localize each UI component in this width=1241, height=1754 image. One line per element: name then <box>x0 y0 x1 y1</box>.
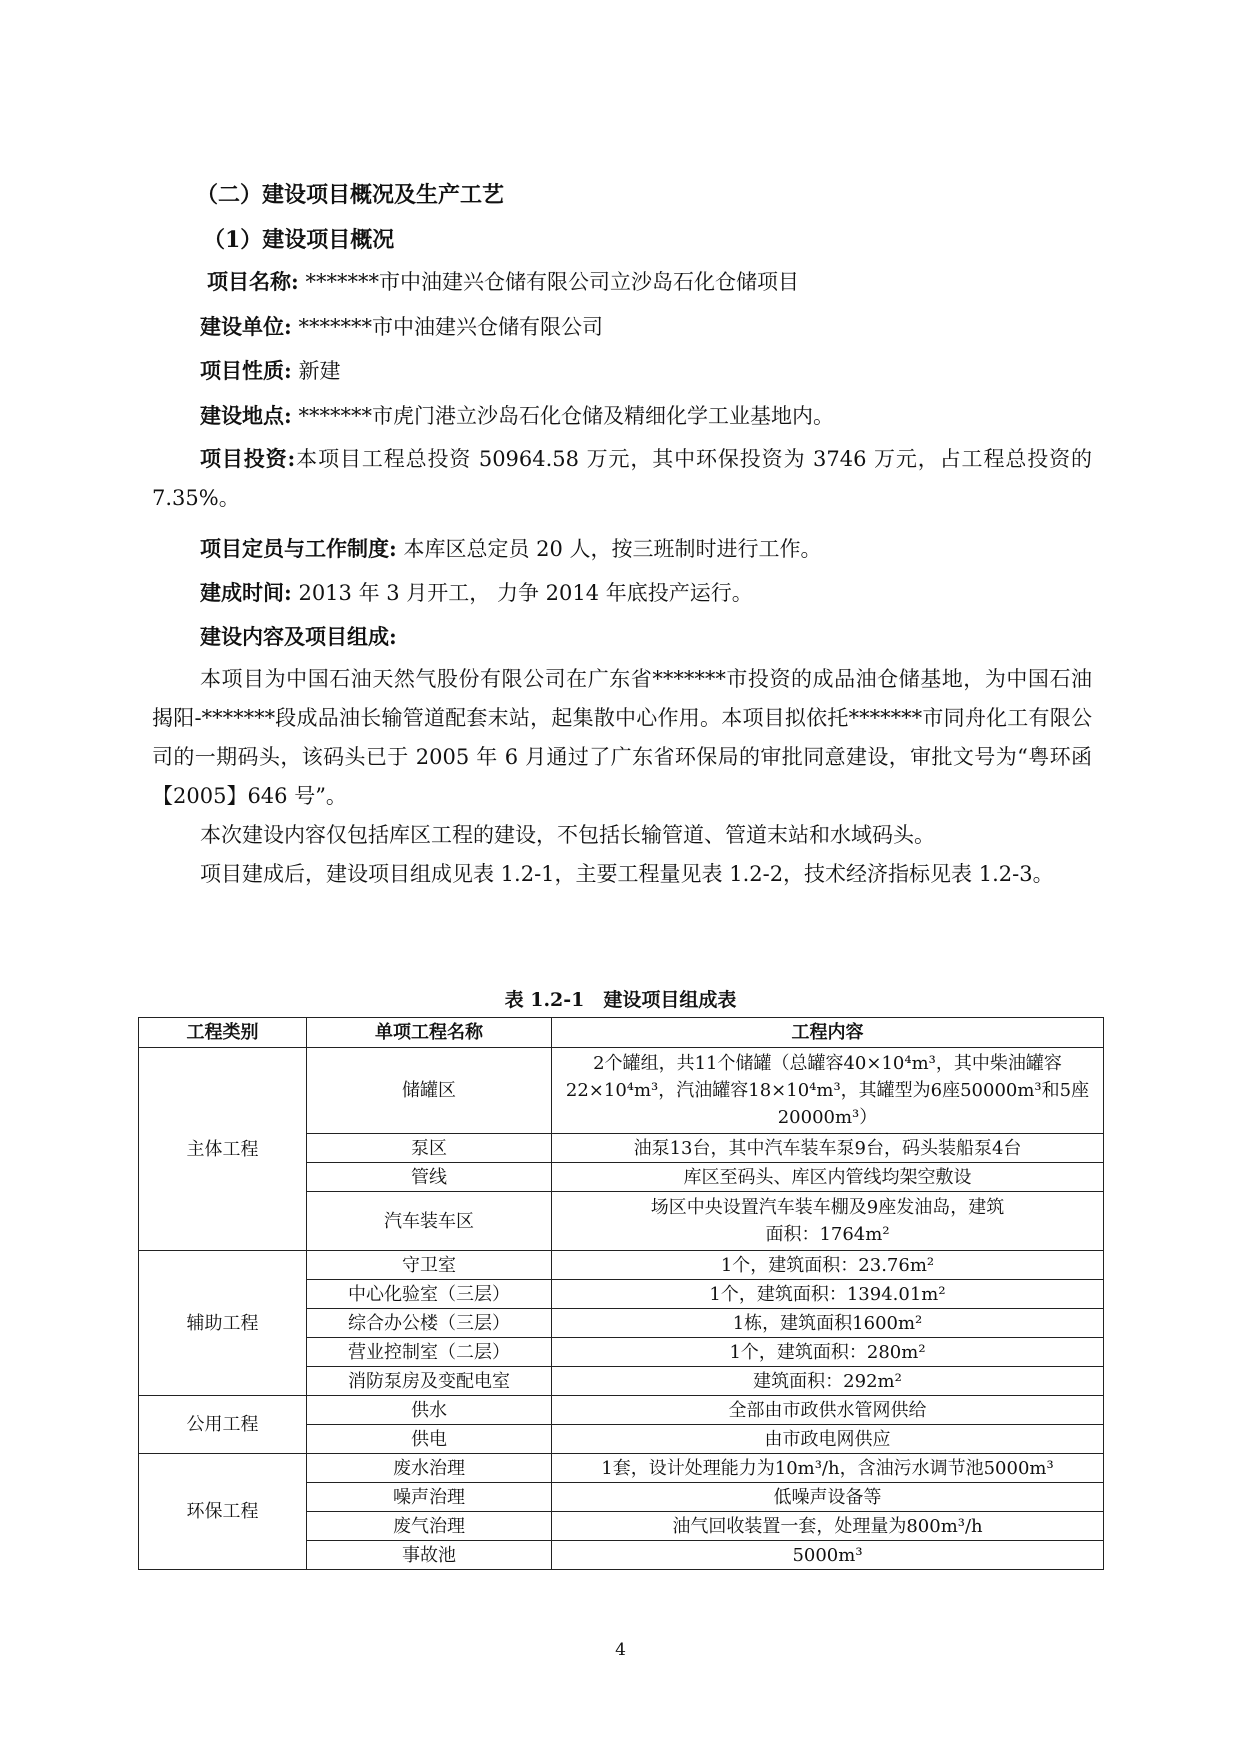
item-content-cell: 1栋，建筑面积1600m² <box>552 1309 1104 1338</box>
field-label: 项目定员与工作制度: <box>200 536 397 561</box>
item-content-cell: 低噪声设备等 <box>552 1483 1104 1512</box>
paragraph: 项目建成后，建设项目组成见表 1.2-1，主要工程量见表 1.2-2，技术经济指标见表 1.2-3。 <box>200 862 1054 886</box>
field-project-nature <box>200 355 340 385</box>
item-content-cell: 5000m³ <box>552 1541 1104 1570</box>
field-project-name <box>207 266 799 296</box>
field-label: 项目性质: <box>200 358 292 383</box>
item-content-cell: 建筑面积：292m² <box>552 1367 1104 1396</box>
section-title: （二）建设项目概况及生产工艺 <box>196 182 505 208</box>
item-name-cell: 中心化验室（三层） <box>307 1280 552 1309</box>
item-name-cell: 消防泵房及变配电室 <box>307 1367 552 1396</box>
category-cell: 辅助工程 <box>139 1251 307 1396</box>
category-cell: 主体工程 <box>139 1048 307 1251</box>
field-value: 本项目工程总投资 50964.58 万元，其中环保投资为 3746 万元，占工程总投资的 7.35%。 <box>152 447 1092 510</box>
field-value: *******市中油建兴仓储有限公司 <box>298 315 603 339</box>
field-location <box>200 400 834 430</box>
item-content-cell: 1个，建筑面积：23.76m² <box>552 1251 1104 1280</box>
table-header-row <box>139 1018 1104 1048</box>
paragraph: 本次建设内容仅包括库区工程的建设，不包括长输管道、管道末站和水域码头。 <box>200 823 935 847</box>
item-content-cell: 库区至码头、库区内管线均架空敷设 <box>552 1163 1104 1192</box>
field-label: 建设地点: <box>200 403 292 428</box>
item-name-cell: 废水治理 <box>307 1454 552 1483</box>
item-name-cell: 泵区 <box>307 1134 552 1163</box>
field-label: 项目名称: <box>207 269 299 294</box>
item-content-cell: 油气回收装置一套，处理量为800m³/h <box>552 1512 1104 1541</box>
category-cell: 环保工程 <box>139 1454 307 1570</box>
item-name-cell: 事故池 <box>307 1541 552 1570</box>
field-value: *******市虎门港立沙岛石化仓储及精细化学工业基地内。 <box>298 404 834 428</box>
subsection-title: （1）建设项目概况 <box>203 227 395 253</box>
item-name-cell: 汽车装车区 <box>307 1192 552 1251</box>
category-cell: 公用工程 <box>139 1396 307 1454</box>
column-header: 工程内容 <box>552 1018 1104 1048</box>
item-content-cell: 由市政电网供应 <box>552 1425 1104 1454</box>
item-name-cell: 综合办公楼（三层） <box>307 1309 552 1338</box>
field-label: 项目投资: <box>200 446 296 471</box>
field-staffing <box>200 533 822 563</box>
project-composition-table <box>138 1017 1104 1570</box>
table-caption: 表 1.2-1 建设项目组成表 <box>504 989 737 1011</box>
table-row <box>139 1048 1104 1134</box>
field-construction-unit <box>200 311 603 341</box>
item-content-cell: 油泵13台，其中汽车装车泵9台，码头装船泵4台 <box>552 1134 1104 1163</box>
field-value: 新建 <box>298 359 341 383</box>
page-number: 4 <box>615 1640 626 1660</box>
field-value: 本库区总定员 20 人，按三班制时进行工作。 <box>403 537 822 561</box>
item-name-cell: 营业控制室（二层） <box>307 1338 552 1367</box>
body-paragraphs <box>152 660 1092 894</box>
item-name-cell: 储罐区 <box>307 1048 552 1134</box>
item-content-cell: 场区中央设置汽车装车棚及9座发油岛，建筑面积：1764m² <box>552 1192 1104 1251</box>
field-value: *******市中油建兴仓储有限公司立沙岛石化仓储项目 <box>305 270 799 294</box>
column-header: 单项工程名称 <box>307 1018 552 1048</box>
table-row <box>139 1396 1104 1425</box>
investment-paragraph <box>152 439 1092 518</box>
item-name-cell: 供水 <box>307 1396 552 1425</box>
paragraph: 本项目为中国石油天然气股份有限公司在广东省*******市投资的成品油仓储基地，为中国石油揭阳-*******段成品油长输管道配套末站，起集散中心作用。本项目拟依托*******市同舟化工有限公司的一期码头，该码头已于 2005 年 6 月通过了广东省环保局的审批同意建设，审批文号为“粤环函【2005】646 号”。 <box>152 667 1092 808</box>
item-content-cell: 全部由市政供水管网供给 <box>552 1396 1104 1425</box>
table-row <box>139 1251 1104 1280</box>
field-label: 建设单位: <box>200 314 292 339</box>
item-name-cell: 守卫室 <box>307 1251 552 1280</box>
item-name-cell: 废气治理 <box>307 1512 552 1541</box>
item-name-cell: 供电 <box>307 1425 552 1454</box>
item-content-cell: 1套，设计处理能力为10m³/h，含油污水调节池5000m³ <box>552 1454 1104 1483</box>
field-label: 建成时间: <box>200 580 292 605</box>
field-schedule <box>200 577 753 607</box>
item-content-cell: 1个，建筑面积：1394.01m² <box>552 1280 1104 1309</box>
item-name-cell: 噪声治理 <box>307 1483 552 1512</box>
field-value: 2013 年 3 月开工， 力争 2014 年底投产运行。 <box>298 581 753 605</box>
item-name-cell: 管线 <box>307 1163 552 1192</box>
table-row <box>139 1454 1104 1483</box>
column-header: 工程类别 <box>139 1018 307 1048</box>
item-content-cell: 2个罐组，共11个储罐（总罐容40×10⁴m³，其中柴油罐容22×10⁴m³，汽油罐容18×10⁴m³，其罐型为6座50000m³和5座20000m³） <box>552 1048 1104 1134</box>
content-heading: 建设内容及项目组成: <box>200 624 397 649</box>
item-content-cell: 1个，建筑面积：280m² <box>552 1338 1104 1367</box>
